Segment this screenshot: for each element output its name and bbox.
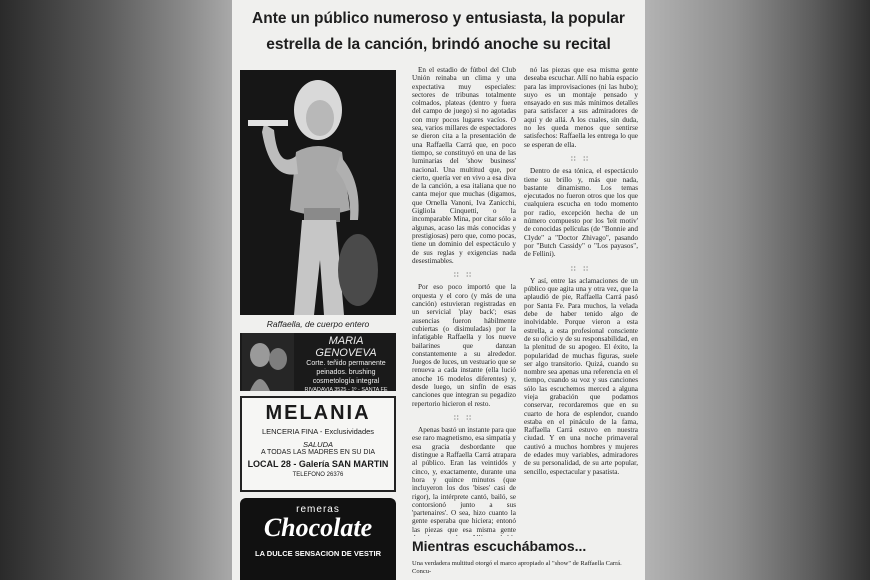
chocolate-top: remeras (296, 504, 340, 515)
separator: ∷ ∷ (571, 264, 591, 273)
melania-line-2: SALUDA (302, 440, 333, 449)
article-subhead: Mientras escuchábamos... (412, 538, 587, 554)
paragraph: Dentro de esa tónica, el espectáculo tiene su brillo y, más que nada, bastante dinamismo. Los temas ejecutados no fueron otros que los que cualquiera escucha en todo momento por radio, excepción hecha de un número compuesto por los 'leit motiv' de conocidas películas (de "Bonnie and Clyde" a "Doctor Zhivago", pasando por "Butch Cassidy" o "Los payasos", de Fellini). (524, 167, 638, 259)
headline-line-1: Ante un público numeroso y entusiasta, la popular (252, 10, 625, 27)
salon-line-2: peinados. brushing (316, 369, 376, 376)
melania-line-5: TELEFONO 26376 (292, 472, 344, 478)
chocolate-ad (240, 498, 396, 580)
newspaper-clipping (232, 0, 645, 580)
melania-line-1: LENCERIA FINA - Exclusividades (261, 427, 375, 436)
paragraph: Apenas bastó un instante para que ese raro magnetismo, esa simpatía y esa gracia desbordante que distingue a Raffaella Carrá atrapara al público. Eran las veintidós y cinco, y, exactamente, durante una hora y quince minutos (que incluyeron los dos 'bises' casi de rigor), la intérprete cantó, bailó, se contorsionó junto a sus 'partenaires'. O sea, hizo cuanto la gente esperaba que hiciera; entonó las piezas que esa misma gente (412, 426, 516, 534)
chocolate-brand: Chocolate (263, 513, 373, 542)
article-column-1 (412, 66, 516, 536)
salon-ad (240, 333, 396, 391)
background-blur-right (645, 0, 870, 580)
chocolate-tag: LA DULCE SENSACION DE VESTIR (255, 549, 381, 558)
article-foot-text: Una verdadera multitud otorgó el marco apropiado al "show" de Raffaella Carrá. Concu- (412, 560, 622, 575)
photo-caption: Raffaella, de cuerpo entero (266, 319, 370, 329)
salon-ad-illustration (242, 333, 294, 391)
article-headline (232, 6, 645, 58)
salon-ad-text (298, 335, 394, 391)
melania-line-4: LOCAL 28 - Galería SAN MARTIN (247, 459, 389, 469)
background-blur-left (0, 0, 232, 580)
paragraph: En el estadio de fútbol del Club Unión reinaba un clima y una expectativa muy especiales: sectores de tribunas totalmente colmados, plateas (dentro y fuera del campo de juego) si no agotadas con muy pocos lugares vacíos. O sea, varios millares de espectadores se dieron cita a la presentación de una Raffaella Carrá que, en poco tiempo, se constituyó en una de las luminarias del 'show business' nacional. Una multitud que, por cierto, quería ver en vivo a esa diva de la canción, a esa italiana que no canta mejor que muchas (digamos, que Ornella Vanoni, Iva Zanicchi, Gigliola Cinquetti, o la incomparable Mina, por citar sólo a algunas, acaso las más conocidas y prestigiosas) pero que, como pocas, tiene un dominio del espectáculo y de sus reglas y exigencias nada desestimables. (412, 66, 516, 265)
separator: ∷ ∷ (571, 154, 591, 163)
melania-brand: MELANIA (265, 402, 371, 424)
melania-ad (240, 396, 396, 492)
paragraph: Y así, entre las aclamaciones de un público que agita una y otra vez, que la aplaudió de pie, Raffaella Carrá pasó por Santa Fe. Para muchos, la velada debe de haber tenido algo de inolvidable. Porque vieron a esta estrella, a esta profesional consciente de su oficio y de su responsabilidad, en la plenitud de su apogeo. El éxito, la popularidad de muchas figuras, suele ser algo transitorio. Quizá, cuando su nombre sea apenas una referencia en el tiempo, cuando su voz y sus canciones sólo las escuchemos merced a alguna vieja grabación que podamos conservar, recordaremos que en su cuarto de hora de esplendor, cuando estaba en el pináculo de la fama, Raffaella Carrá estuvo en nuestra ciudad. Y en una noche primaveral cautivó a muchos hombres y mujeres de edades muy variables, admiradores de su personalidad, de su arte popular, sencillo, espectacular y pasatista. (524, 276, 638, 476)
singer-photo-illustration (240, 70, 396, 315)
salon-line-3: cosmetología integral (312, 378, 380, 385)
singer-photo (240, 70, 396, 315)
paragraph: Por eso poco importó que la orquesta y el coro (y más de una canción) estuvieran registradas en un servicial 'play back'; esas ausencias fueron hábilmente cubiertas (o disimuladas) por la infatigable Raffaella y los nueve bailarines que danzan constantemente a su alrededor. Juegos de luces, un vestuario que se renueva a cada instante (ella lució anoche 16 modelos diferentes) y, desde luego, un sinfín de esas canciones que integran su pegadizo repertorio hicieron el resto. (412, 283, 516, 408)
separator: ∷ ∷ (454, 413, 474, 422)
salon-address: RIVADAVIA 3525 - 1º - SANTA FE (304, 387, 388, 391)
melania-line-3: A TODAS LAS MADRES EN SU DIA (260, 449, 376, 456)
paragraph: nó las piezas que esa misma gente deseaba escuchar. Allí no había espacio para las improvisaciones (ni las hubo); suyo es un montaje pensado y ensayado en sus más mínimos detalles para satisfacer a sus admiradores de aquí y de allá. A los cuales, sin duda, no les queda menos que sentirse satisfechos: Raffaella les entrega lo que se esperan de ella. (524, 66, 638, 149)
article-column-2 (524, 66, 638, 536)
salon-line-1: Corte. teñido permanente (306, 360, 386, 367)
headline-line-2: estrella de la canción, brindó anoche su recital (266, 36, 611, 53)
separator: ∷ ∷ (454, 271, 474, 280)
salon-name: MARIA GENOVEVA (315, 335, 377, 359)
